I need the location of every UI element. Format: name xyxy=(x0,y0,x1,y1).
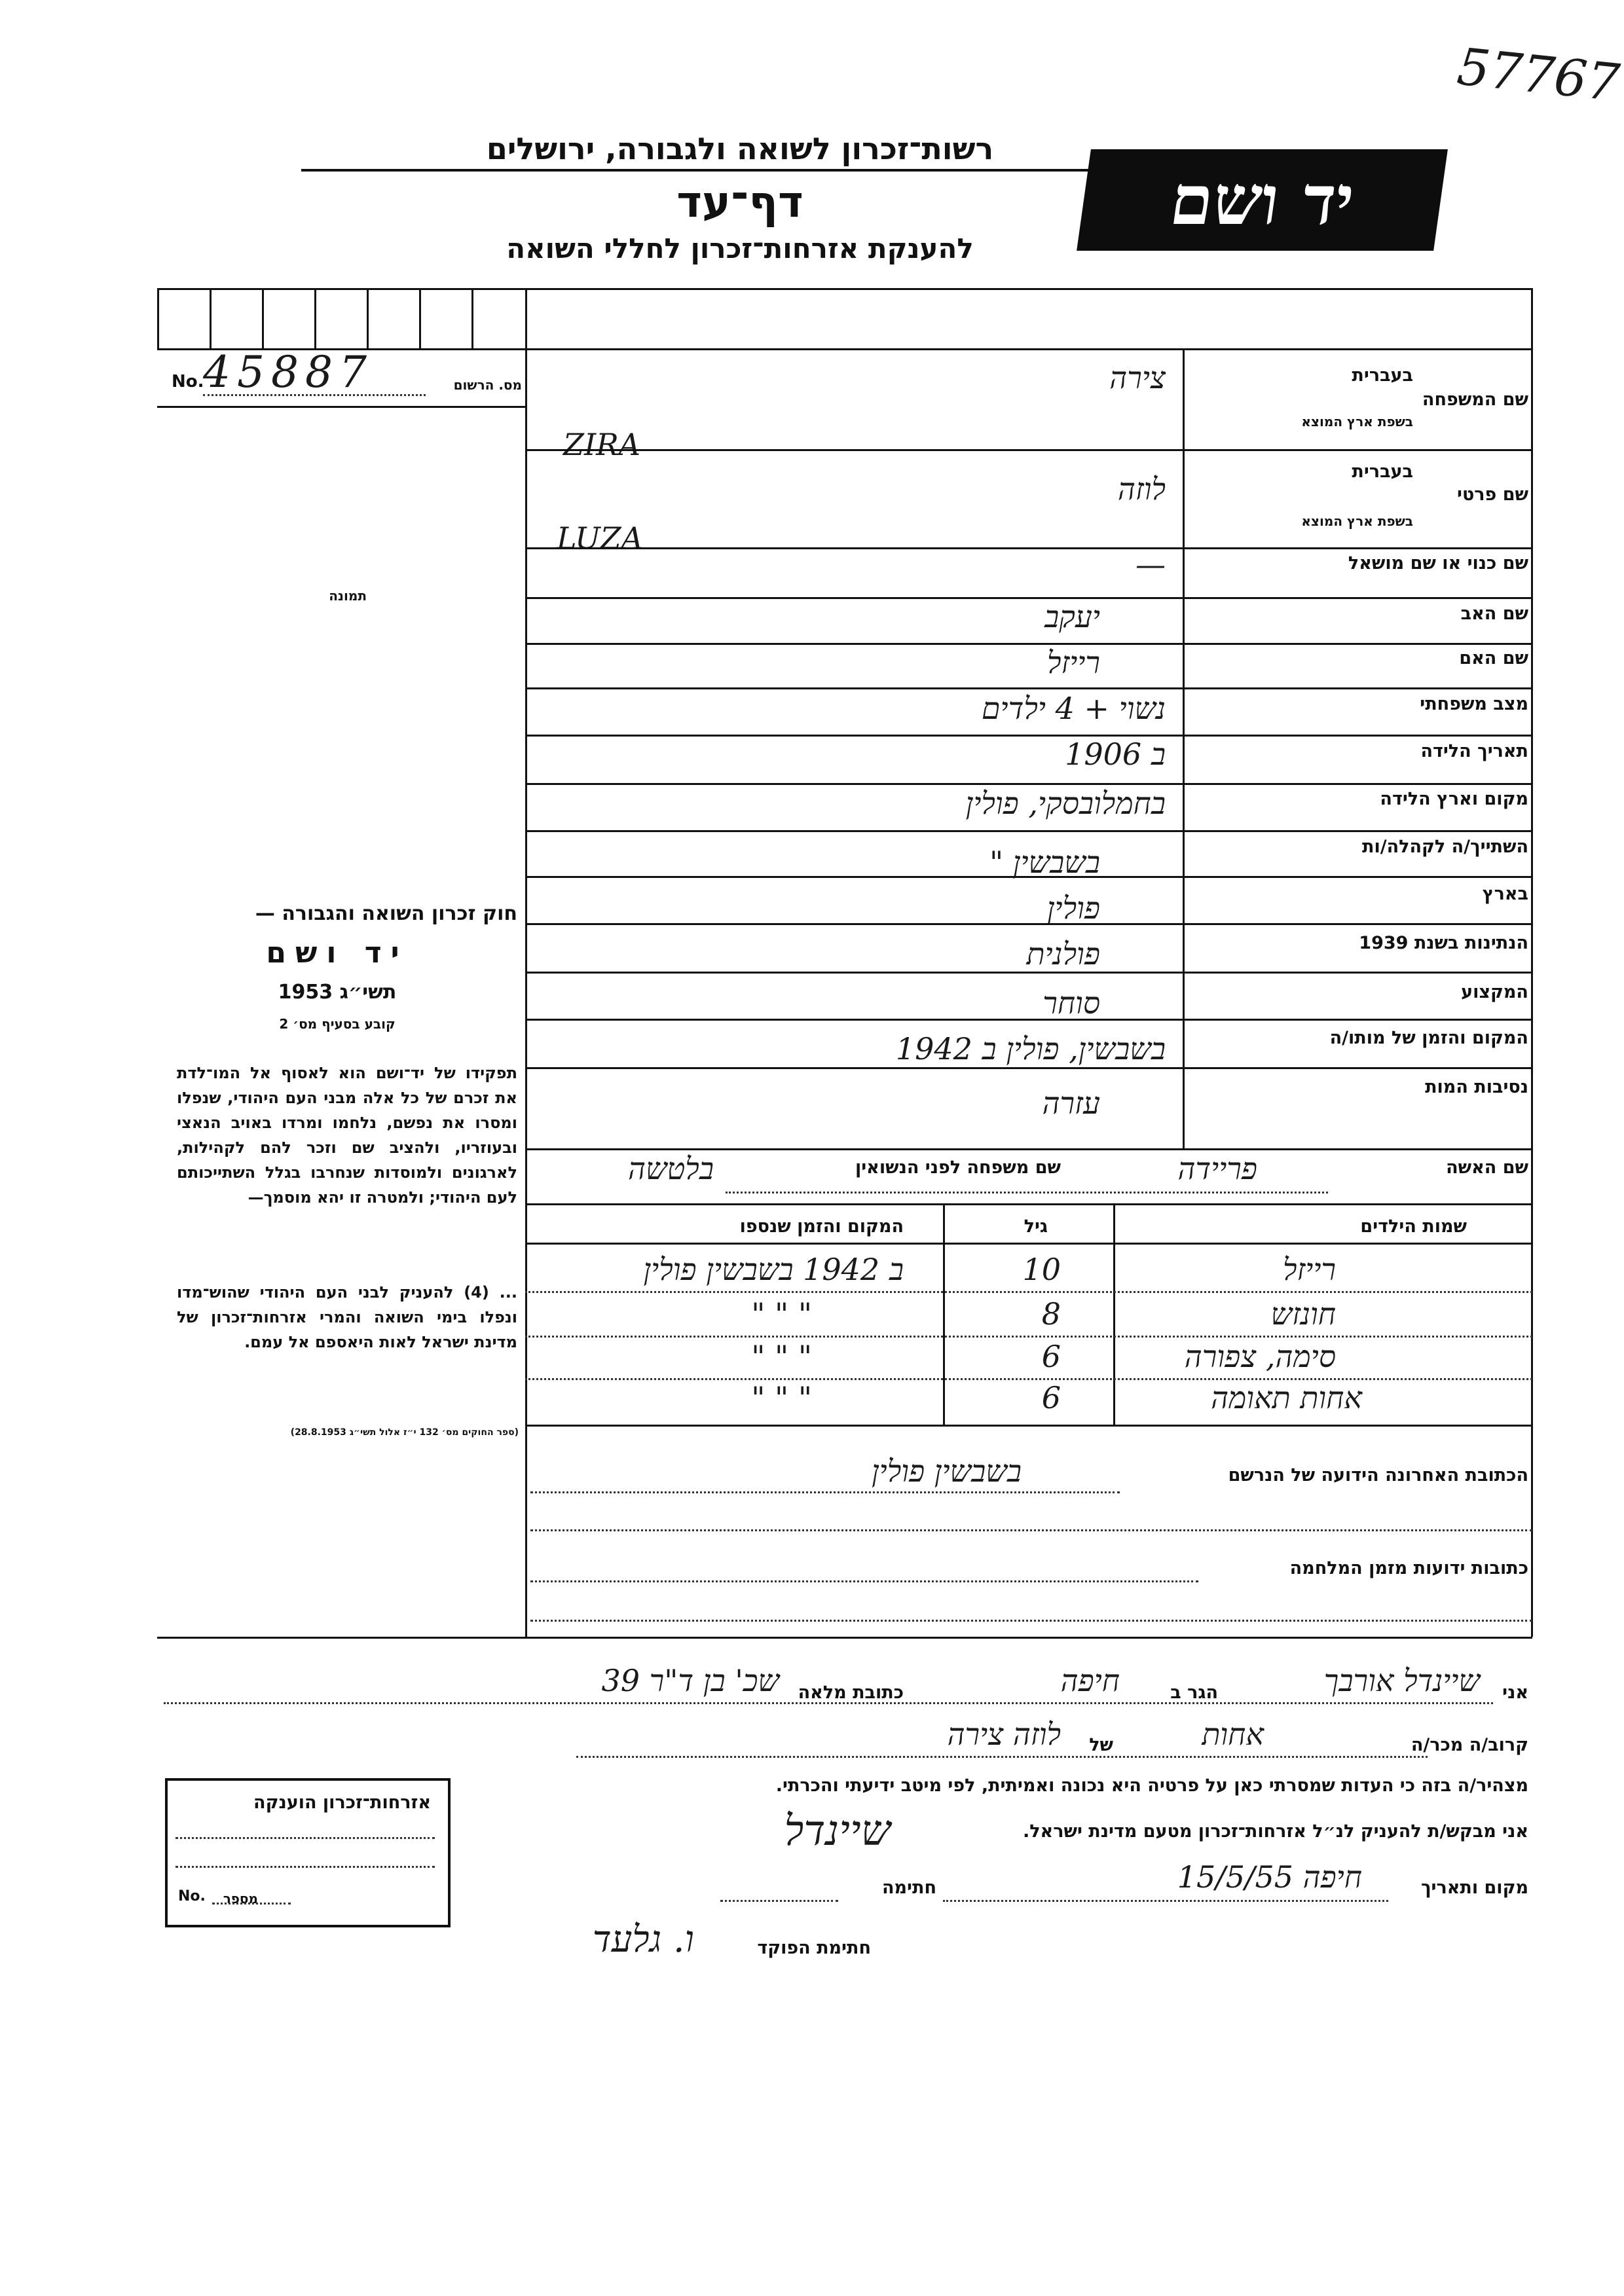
of-name: לוזה צירה xyxy=(947,1717,1061,1752)
children-header-place: המקום והזמן שנספו xyxy=(739,1216,904,1237)
last-address-value: בשבשין פולין xyxy=(871,1453,1022,1489)
declarant-resides-label: הגר ב xyxy=(1170,1683,1218,1703)
country-value: פולין xyxy=(1046,890,1100,926)
country-label: בארץ xyxy=(1482,884,1528,904)
mother-name-value: רייזל xyxy=(1046,645,1100,680)
relative-label: קרוב/ה מכר/ה xyxy=(1411,1735,1528,1755)
child-name: רייזל xyxy=(1282,1252,1336,1287)
child-name: אחות תאומה xyxy=(1211,1380,1362,1415)
law-year: תשי״ג 1953 xyxy=(278,981,397,1004)
wife-first-name: פריידה xyxy=(1177,1151,1257,1186)
reference-number: 57767 xyxy=(1454,37,1623,113)
form-subtitle: להענקת אזרחות־זכרון לחללי השואה xyxy=(506,232,974,264)
logo-text: יד ושם xyxy=(1165,160,1359,240)
law-paragraph-2: ... (4) להעניק לבני העם היהודי שהוש־מדו ונפלו בימי השואה והמרי אזרחות־זכרון של מדינת ישראל לאות היאספם אל עמם. xyxy=(177,1283,517,1351)
children-header-age: גיל xyxy=(1024,1216,1048,1237)
first-name-origin-label: בשפת ארץ המוצא xyxy=(1301,513,1413,529)
place-date-label: מקום ותאריך xyxy=(1420,1878,1528,1898)
declarant-signature: שיינדל xyxy=(784,1807,891,1855)
first-name-label: שם פרטי xyxy=(1457,484,1528,505)
wife-maiden-label: שם משפחה לפני הנשואין xyxy=(855,1157,1061,1178)
declarant-relation: אחות xyxy=(1202,1717,1264,1752)
father-name-label: שם האב xyxy=(1460,604,1528,624)
child-age: 6 xyxy=(1041,1380,1061,1415)
family-name-hebrew-label: בעברית xyxy=(1352,365,1413,386)
authority-title: רשות־זכרון לשואה ולגבורה, ירושלים xyxy=(301,131,1179,172)
death-circumstances-value: עזרה xyxy=(1042,1085,1100,1121)
child-name: סימה, צפורה xyxy=(1184,1339,1336,1374)
yad-vashem-logo xyxy=(1077,149,1448,251)
registration-number-label: מס. הרשום xyxy=(453,377,522,393)
profession-label: המקצוע xyxy=(1461,982,1528,1002)
citizenship-box-number-label: מספר xyxy=(223,1891,258,1906)
law-name: יד ושם xyxy=(266,936,409,970)
father-name-value: יעקב xyxy=(1044,599,1100,634)
marital-status-value: נשוי + 4 ילדים xyxy=(981,691,1166,726)
place-date-value: חיפה 15/5/55 xyxy=(1177,1859,1362,1895)
citizenship-box-title: אזרחות־זכרון הוענקה xyxy=(253,1793,431,1813)
of-label: של xyxy=(1089,1735,1113,1755)
declarant-i-label: אני xyxy=(1502,1683,1528,1703)
child-place: " " " xyxy=(751,1339,812,1374)
clerk-signature-label: חתימת הפוקד xyxy=(757,1938,871,1958)
declarant-address: שכ' בן ד"ר 39 xyxy=(601,1663,779,1698)
citizenship-value: פולנית xyxy=(1026,936,1100,972)
declarant-address-label: כתובת מלאה xyxy=(798,1683,904,1703)
wife-maiden-name: בלטשה xyxy=(628,1151,714,1186)
death-place-label: המקום והזמן של מותו/ה xyxy=(1329,1028,1528,1048)
signature-label: חתימה xyxy=(881,1878,936,1898)
nickname-value: — xyxy=(1135,547,1166,582)
request-text: אני מבקש/ת להעניק לנ״ל אזרחות־זכרון מטעם מדינת ישראל. xyxy=(1022,1821,1528,1842)
form-title: דף־עד xyxy=(676,177,803,227)
child-place: ב 1942 בשבשין פולין xyxy=(643,1252,904,1287)
family-name-hebrew: צירה xyxy=(1109,360,1166,395)
birth-place-value: בחמלובסקי, פולין xyxy=(965,786,1166,821)
declaration-text: מצהיר/ה בזה כי העדות שמסרתי כאן על פרטיה היא נכונה ואמיתית, לפי מיטב ידיעתי והכרתי. xyxy=(775,1776,1528,1796)
registration-number-no: No. xyxy=(172,372,204,392)
birth-place-label: מקום וארץ הלידה xyxy=(1380,789,1528,809)
family-name-origin: ZIRA xyxy=(563,427,640,462)
child-age: 8 xyxy=(1041,1296,1061,1332)
profession-value: סוחר xyxy=(1043,985,1100,1021)
marital-status-label: מצב משפחתי xyxy=(1420,694,1528,714)
first-name-hebrew-label: בעברית xyxy=(1352,462,1413,482)
last-address-label: הכתובת האחרונה הידועה של הנרשם xyxy=(1228,1465,1528,1485)
child-place: " " " xyxy=(751,1380,812,1415)
citizenship-label: הנתינות בשנת 1939 xyxy=(1359,933,1528,953)
death-circumstances-label: נסיבות המות xyxy=(1425,1077,1528,1097)
child-place: " " " xyxy=(751,1296,812,1332)
wife-label: שם האשה xyxy=(1446,1157,1528,1178)
law-title: חוק זכרון השואה והגבורה — xyxy=(255,902,517,925)
birth-date-value: ב 1906 xyxy=(1065,737,1166,772)
clerk-signature: ו. גלעד xyxy=(592,1918,694,1961)
nickname-label: שם כנוי או שם מושאל xyxy=(1348,553,1528,574)
first-name-origin: LUZA xyxy=(557,520,643,556)
law-footnote: (ספר החוקים מס׳ 132 י״ז אלול תשי״ג 28.8.1953) xyxy=(290,1427,519,1438)
child-age: 6 xyxy=(1041,1339,1061,1374)
birth-date-label: תאריך הלידה xyxy=(1420,741,1528,761)
declarant-name: שיינדל אורבך xyxy=(1323,1663,1480,1698)
community-value: בשבשין " xyxy=(989,845,1100,880)
first-name-hebrew: לוזה xyxy=(1117,471,1166,507)
registration-number-value: 45887 xyxy=(203,347,373,397)
photo-label: תמונה xyxy=(329,588,367,604)
mother-name-label: שם האם xyxy=(1459,648,1528,668)
children-header-names: שמות הילדים xyxy=(1360,1216,1467,1237)
death-place-value: בשבשין, פולין ב 1942 xyxy=(895,1031,1166,1066)
community-label: השתייך/ה לקהלה/ות xyxy=(1362,837,1528,857)
law-section: קובע בסעיף מס׳ 2 xyxy=(279,1016,396,1032)
law-paragraph-1: תפקידו של יד־ושם הוא לאסוף אל המו־לדת את זכרם של כל אלה מבני העם היהודי, שנפלו ומסרו את נפשם, נלחמו ומרדו באויב הנאצי ובעוזריו, ולהציב שם וזכר להם לקהילות, לארגונים ולמוסדות שנחרבו בגלל השתייכותם לעם היהודי; ולמטרה זו יהא מוסמך— xyxy=(177,1064,517,1207)
child-name: חונזש xyxy=(1270,1296,1336,1332)
child-age: 10 xyxy=(1022,1252,1061,1287)
family-name-label: שם המשפחה xyxy=(1422,390,1528,410)
wartime-address-label: כתובות ידועות מזמן המלחמה xyxy=(1289,1558,1528,1578)
citizenship-box-no: No. xyxy=(178,1888,206,1904)
declarant-city: חיפה xyxy=(1060,1663,1120,1698)
family-name-origin-label: בשפת ארץ המוצא xyxy=(1301,414,1413,429)
